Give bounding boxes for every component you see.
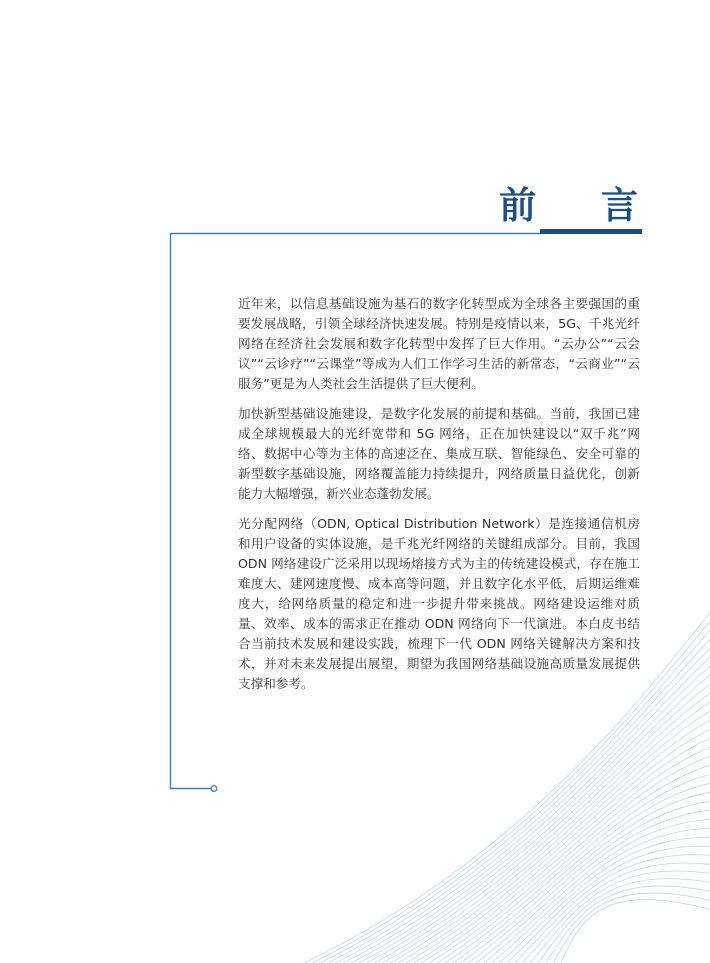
paragraph-1: 近年来，以信息基础设施为基石的数字化转型成为全球各主要强国的重要发展战略，引领全球经济快速发展。特别是疫情以来，5G、千兆光纤网络在经济社会发展和数字化转型中发挥了巨大作用。“云办公”“云会议”“云诊疗”“云课堂”等成为人们工作学习生活的新常态，“云商业”“云服务”更是为人类社会生活提供了巨大便利。 [238, 296, 640, 391]
heading-underline [540, 229, 642, 234]
paragraph-2: 加快新型基础设施建设，是数字化发展的前提和基础。当前，我国已建成全球规模最大的光纤宽带和 5G 网络，正在加快建设以“双千兆”网络、数据中心等为主体的高速泛在、集成互联、智能绿色、安全可靠的新型数字基础设施，网络覆盖能力持续提升，网络质量日益优化，创新能力大幅增强，新兴业态蓬勃发展。 [238, 406, 640, 501]
paragraph-3: 光分配网络（ODN, Optical Distribution Network）是连接通信机房和用户设备的实体设施，是千兆光纤网络的关键组成部分。目前，我国 ODN 网络建设广泛采用以现场熔接方式为主的传统建设模式，存在施工难度大、建网速度慢、成本高等问题，并且数字化水平低，后期运维难度大，给网络质量的稳定和进一步提升带来挑战。网络建设运维对质量、效率、成本的需求正在推动 ODN 网络向下一代演进。本白皮书结合当前技术发展和建设实践，梳理下一代 ODN 网络关键解决方案和技术，并对未来发展提出展望，期望为我国网络基础设施高质量发展提供支撑和参考。 [238, 516, 640, 691]
frame-end-dot [211, 786, 217, 792]
page-title: 前 言 [499, 184, 664, 227]
preface-body [238, 294, 640, 704]
